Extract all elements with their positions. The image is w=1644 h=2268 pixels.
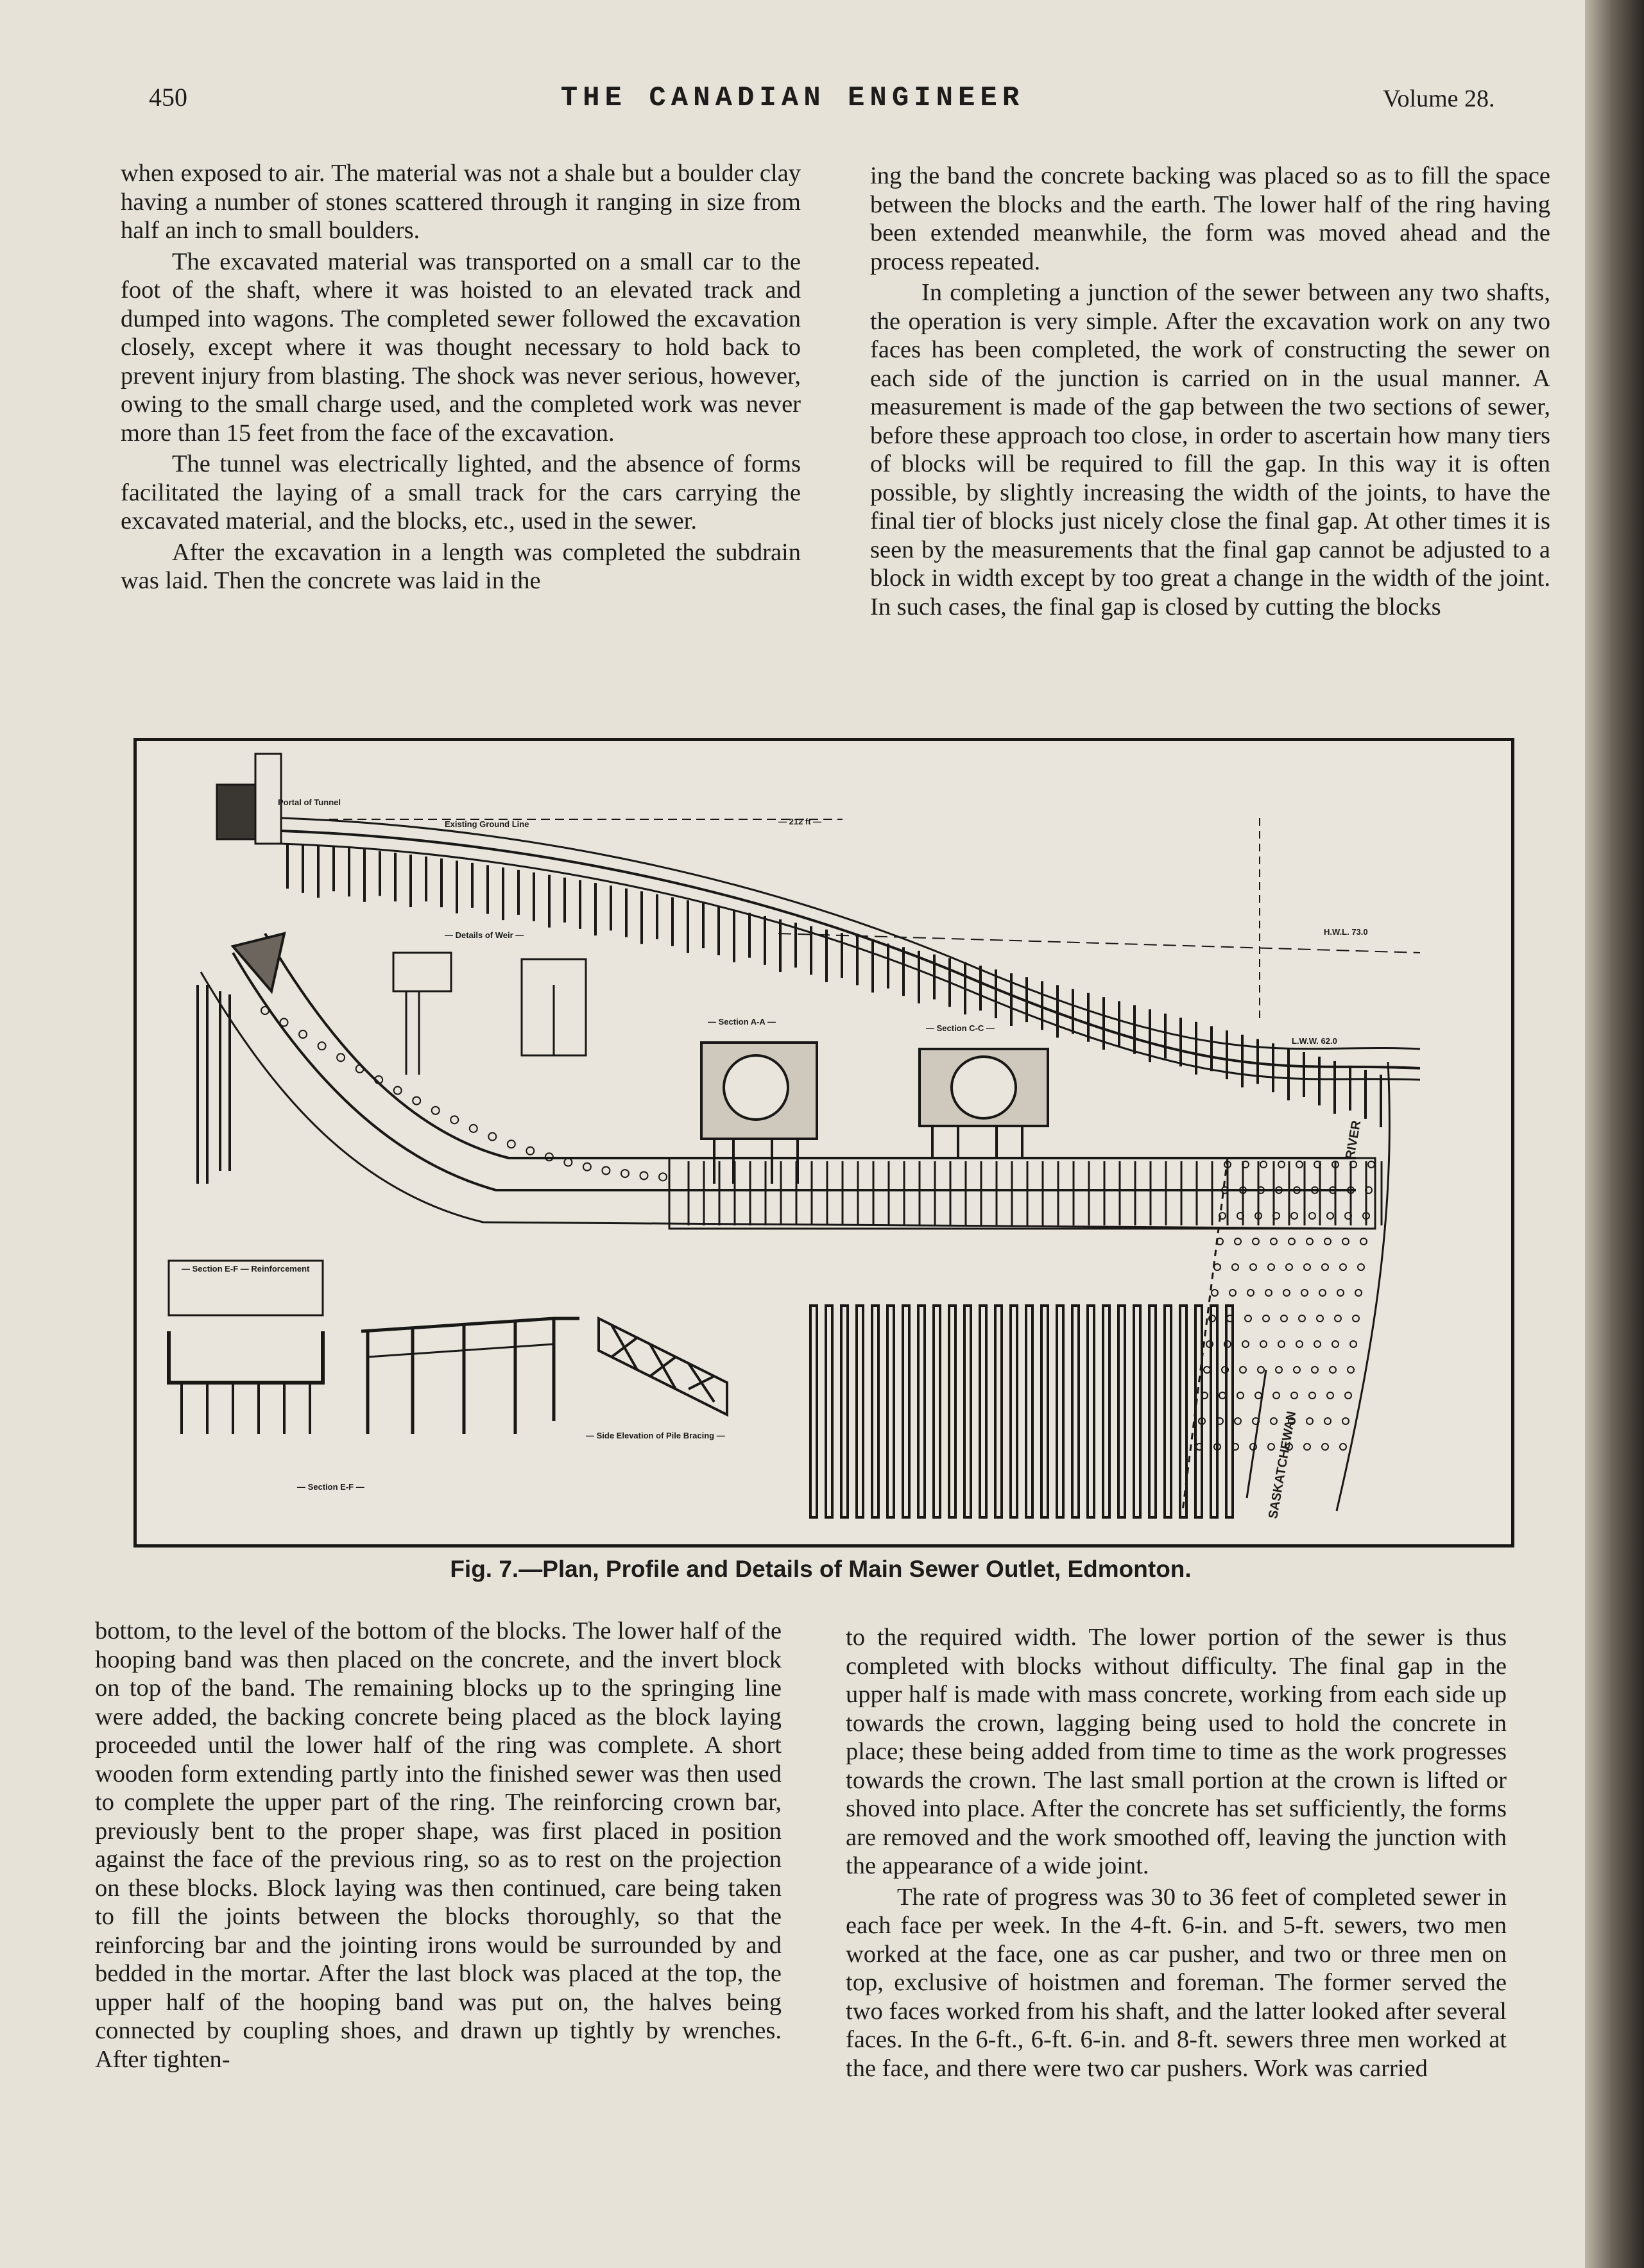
- figure-caption: Fig. 7.—Plan, Profile and Details of Main Sewer Outlet, Edmonton.: [450, 1556, 1192, 1582]
- paragraph: After the excavation in a length was completed the subdrain was laid. Then the concrete was laid in the: [121, 538, 801, 594]
- column-bottom-right: [846, 1623, 1507, 2083]
- engineering-drawing: [133, 738, 1514, 1548]
- pile-rect: [810, 1306, 817, 1517]
- section-ef-label: — Section E-F —: [297, 1482, 364, 1492]
- pile-dot: [564, 1159, 572, 1166]
- pile-dot: [1342, 1418, 1349, 1424]
- river-label: RIVER: [1343, 1119, 1364, 1161]
- pile-dot: [337, 1053, 345, 1061]
- pile-rect: [1180, 1306, 1186, 1517]
- paragraph: to the required width. The lower portion of the sewer is thus completed with blocks without difficulty. The final gap in the upper half is made with mass concrete, working from each side up towards the crown, lagging being used to hold the concrete in place; these being added from time to time as the work progresses towards the crown. The last small portion at the crown is lifted or shoved into place. After the concrete has set sufficiently, the forms are removed and the work smoothed off, leaving the junction with the appearance of a wide joint.: [846, 1624, 1507, 1879]
- weir-detail: [393, 953, 586, 1075]
- pile-rect: [964, 1306, 971, 1517]
- pile-dot: [583, 1163, 591, 1171]
- pile-dot: [1212, 1290, 1218, 1296]
- pile-dot: [1296, 1161, 1303, 1168]
- pile-dot: [450, 1116, 458, 1123]
- pile-dot: [1278, 1161, 1285, 1168]
- pile-rect: [1088, 1306, 1094, 1517]
- pile-dot: [1235, 1238, 1241, 1245]
- pile-dot: [1263, 1315, 1269, 1322]
- existing-ground-label: Existing Ground Line: [445, 819, 529, 829]
- pile-dot: [488, 1133, 496, 1141]
- pile-rect: [1134, 1306, 1140, 1517]
- hwl-label: H.W.L. 73.0: [1324, 927, 1368, 937]
- pile-dot: [1319, 1290, 1326, 1296]
- pile-dot: [1327, 1213, 1333, 1219]
- pile-dot: [621, 1170, 629, 1177]
- pile-dot: [1317, 1315, 1323, 1322]
- pile-dot: [1355, 1290, 1362, 1296]
- pile-dot: [1322, 1264, 1328, 1270]
- pile-dot: [1327, 1392, 1333, 1399]
- curve-piles: [198, 985, 230, 1184]
- pile-rect: [1195, 1306, 1202, 1517]
- pile-rect: [1072, 1306, 1079, 1517]
- pile-rect: [1226, 1306, 1233, 1517]
- pile-dot: [1268, 1444, 1274, 1450]
- pile-dot: [1242, 1341, 1249, 1347]
- pile-dot: [1337, 1290, 1344, 1296]
- pile-rect: [1165, 1306, 1171, 1517]
- pile-dot: [1278, 1341, 1285, 1347]
- pile-dot: [1353, 1315, 1359, 1322]
- pile-rect: [918, 1306, 925, 1517]
- pile-dot: [1332, 1341, 1339, 1347]
- paragraph: The rate of progress was 30 to 36 feet of completed sewer in each face per week. In the 4-ft. 6-in. and 5-ft. sewers, two men worked at the face, one as car pusher, and two or three men on top, exclusive of hoistmen and foreman. The former served the two faces worked from his shaft, and the latter looked after several faces. In the 6-ft., 6-ft. 6-in. and 8-ft. sewers three men worked at the face, and there were two car pushers. Work was carried: [846, 1883, 1507, 2082]
- pile-dot: [280, 1019, 288, 1027]
- pile-rect: [995, 1306, 1002, 1517]
- pile-dot: [470, 1125, 477, 1132]
- pile-dot: [1299, 1315, 1305, 1322]
- pile-dot: [1368, 1161, 1374, 1168]
- pile-dot: [1260, 1161, 1267, 1168]
- weir-label: — Details of Weir —: [445, 930, 524, 940]
- pile-dot: [1306, 1418, 1313, 1424]
- pile-dot: [659, 1173, 667, 1181]
- volume-label: Volume 28.: [1383, 85, 1495, 112]
- pile-dot: [1273, 1392, 1280, 1399]
- pile-dot: [1291, 1392, 1297, 1399]
- paragraph: In completing a junction of the sewer between any two shafts, the operation is very simple. After the excavation work on any two faces has been completed, the work of constructing the sewer on each side of the junction is carried on in the usual manner. A measurement is made of the gap between the two sections of sewer, before these approach too close, in order to ascertain how many tiers of blocks will be required to fill the gap. In this way it is often possible, by slightly increasing the width of the joints, to have the final tier of blocks just nicely close the final gap. At other times it is seen by the measurements that the final gap cannot be adjusted to a block in width except by too great a change in the width of the joint. In such cases, the final gap is closed by cutting the blocks: [870, 279, 1550, 620]
- pile-dot: [1294, 1367, 1300, 1373]
- pile-dot: [261, 1007, 269, 1014]
- pile-dot: [1286, 1264, 1292, 1270]
- pile-rect: [826, 1306, 832, 1517]
- pile-dot: [1324, 1238, 1331, 1245]
- section-cc-label: — Section C-C —: [926, 1023, 995, 1033]
- pile-bracing: [599, 1318, 727, 1415]
- pile-dot: [1322, 1444, 1328, 1450]
- saskatchewan-label: SASKATCHEWAN: [1266, 1410, 1299, 1520]
- distance-label: — 212 ft —: [778, 817, 822, 826]
- pile-dot: [1360, 1238, 1367, 1245]
- pile-rect: [1211, 1306, 1217, 1517]
- pile-dot: [1358, 1264, 1364, 1270]
- pile-rect: [1118, 1306, 1125, 1517]
- section-aa-label: — Section A-A —: [708, 1017, 776, 1027]
- pile-dot: [640, 1172, 647, 1179]
- pile-dot: [1340, 1444, 1346, 1450]
- pile-dot: [1304, 1444, 1310, 1450]
- pile-dot: [394, 1087, 402, 1095]
- reinforcement-label: — Section E-F — Reinforcement: [182, 1264, 310, 1274]
- pile-dot: [1237, 1392, 1244, 1399]
- pile-rect: [841, 1306, 848, 1517]
- pile-dot: [1247, 1290, 1254, 1296]
- pile-dot: [1229, 1290, 1236, 1296]
- pile-dot: [508, 1140, 515, 1148]
- pile-dot: [1330, 1367, 1336, 1373]
- drawing-svg: [137, 741, 1511, 1544]
- pile-dot: [1314, 1341, 1321, 1347]
- pile-dot: [1340, 1264, 1346, 1270]
- pile-rect: [1149, 1306, 1156, 1517]
- pile-dot: [1312, 1367, 1318, 1373]
- pile-rect: [934, 1306, 940, 1517]
- pile-rect: [1103, 1306, 1109, 1517]
- pile-dot: [1283, 1290, 1290, 1296]
- column-top-left: [121, 159, 801, 595]
- pile-dot: [1281, 1315, 1287, 1322]
- pile-dot: [413, 1097, 420, 1105]
- pile-rect: [1026, 1306, 1032, 1517]
- pile-rect: [1057, 1306, 1063, 1517]
- pile-dot: [1271, 1418, 1277, 1424]
- pile-dot: [1253, 1238, 1259, 1245]
- pile-dot: [318, 1042, 326, 1050]
- pile-field: [810, 1306, 1233, 1517]
- pile-rect: [980, 1306, 986, 1517]
- pile-dot: [1291, 1213, 1297, 1219]
- pile-dot: [1255, 1392, 1262, 1399]
- paragraph: The tunnel was electrically lighted, and the absence of forms facilitated the laying of a small track for the cars carrying the excavated material, and the blocks, etc., used in the sewer.: [121, 450, 801, 534]
- column-top-right: [870, 162, 1550, 621]
- pile-dot: [526, 1147, 534, 1155]
- pile-dot: [432, 1107, 440, 1114]
- pile-dot: [1306, 1238, 1313, 1245]
- pile-dot: [1301, 1290, 1308, 1296]
- pile-dot: [1250, 1264, 1256, 1270]
- tunnel-portal: [217, 785, 255, 839]
- pile-dot: [1276, 1367, 1282, 1373]
- pile-dot: [1204, 1367, 1210, 1373]
- pile-dot: [1296, 1341, 1303, 1347]
- section-cc: [920, 1049, 1048, 1158]
- pile-dot: [1214, 1264, 1220, 1270]
- pile-dot: [1345, 1392, 1351, 1399]
- column-bottom-left: [95, 1617, 782, 2074]
- pile-dot: [1265, 1290, 1272, 1296]
- section-ef: [169, 1331, 323, 1434]
- journal-title: THE CANADIAN ENGINEER: [560, 82, 1025, 114]
- pile-dot: [602, 1167, 610, 1175]
- pile-rect: [857, 1306, 863, 1517]
- pile-dot: [1309, 1392, 1315, 1399]
- pile-dot: [1260, 1341, 1267, 1347]
- pile-rect: [1011, 1306, 1017, 1517]
- pile-rect: [1041, 1306, 1048, 1517]
- pile-dot: [1271, 1238, 1277, 1245]
- pile-dot: [1240, 1367, 1246, 1373]
- pile-dot: [1232, 1264, 1238, 1270]
- paragraph: ing the band the concrete backing was placed so as to fill the space between the blocks and the earth. The lower half of the ring having been extended meanwhile, the form was moved ahead and the process repeated.: [870, 162, 1550, 275]
- page-number: 450: [149, 83, 187, 112]
- running-header: [0, 82, 1585, 127]
- pile-dot: [299, 1030, 307, 1038]
- book-binding-edge: [1585, 0, 1644, 2268]
- pile-dot: [1289, 1238, 1295, 1245]
- pile-rect: [903, 1306, 909, 1517]
- pile-dot: [1304, 1264, 1310, 1270]
- pile-dot: [1245, 1315, 1251, 1322]
- pile-dot: [1342, 1238, 1349, 1245]
- pile-dot: [1309, 1213, 1315, 1219]
- pile-dot: [1348, 1367, 1354, 1373]
- pile-rect: [887, 1306, 894, 1517]
- pile-rect: [949, 1306, 955, 1517]
- paragraph: bottom, to the level of the bottom of the blocks. The lower half of the hooping band was then placed on the concrete, and the invert block on top of the band. The remaining blocks up to the springing line were added, the backing concrete being placed as the block laying proceeded until the lower half of the ring was complete. A short wooden form extending partly into the finished sewer was then used to complete the upper part of the ring. The reinforcing crown bar, previously bent to the proper shape, was first placed in position against the face of the previous ring, so as to rest on the projection on these blocks. Block laying was then continued, care being taken to fill the joints between the blocks thoroughly, so that the reinforcing bar and the jointing irons would be surrounded by and bedded in the mortar. After the last block was placed at the top, the upper half of the hooping band was put on, the halves being connected by coupling shoes, and drawn up tightly by wrenches. After tighten-: [95, 1617, 782, 2073]
- pile-dot: [1268, 1264, 1274, 1270]
- portal-label: Portal of Tunnel: [278, 797, 341, 807]
- pile-dot: [1258, 1367, 1264, 1373]
- pile-dot: [1335, 1315, 1341, 1322]
- paragraph: when exposed to air. The material was not a shale but a boulder clay having a number of stones scattered through it ranging in size from half an inch to small boulders.: [121, 160, 801, 244]
- trestle-frame: [361, 1318, 579, 1434]
- pile-bracing-label: — Side Elevation of Pile Bracing —: [586, 1431, 725, 1440]
- lwl-label: L.W.W. 62.0: [1292, 1036, 1337, 1046]
- pile-dot: [356, 1065, 364, 1073]
- pile-dot: [1324, 1418, 1331, 1424]
- pile-rect: [872, 1306, 878, 1517]
- pile-dot: [1235, 1418, 1241, 1424]
- pile-dot: [1350, 1341, 1357, 1347]
- paragraph: The excavated material was transported on a small car to the foot of the shaft, where it was hoisted to an elevated track and dumped into wagons. The completed sewer followed the excavation closely, except where it was thought necessary to hold back to prevent injury from blasting. The shock was never serious, however, owing to the small charge used, and the completed work was never more than 15 feet from the face of the excavation.: [121, 248, 801, 447]
- pile-dot: [1219, 1392, 1226, 1399]
